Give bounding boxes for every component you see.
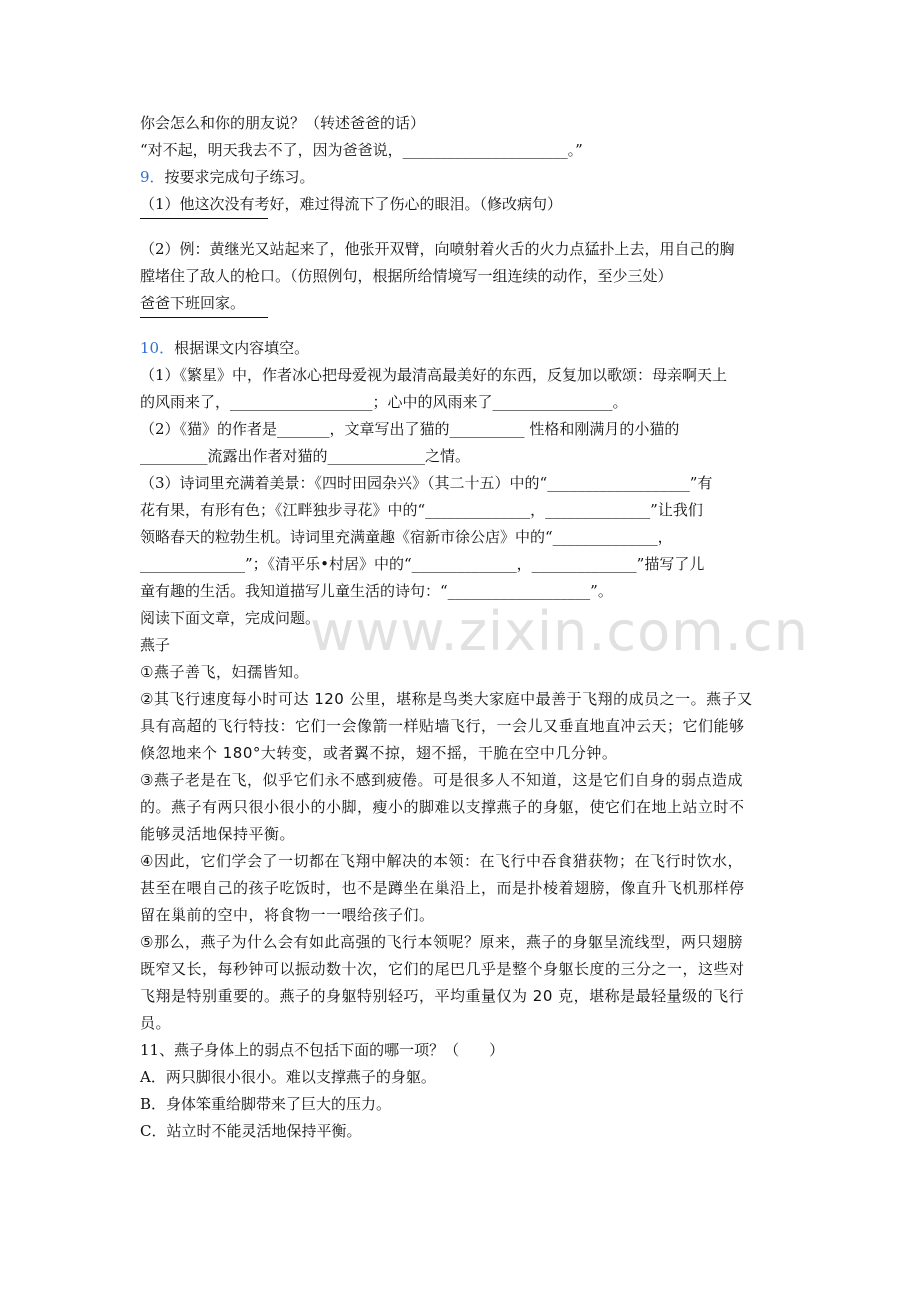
- question-text: 根据课文内容填空。: [174, 339, 310, 357]
- passage-title: 燕子: [140, 636, 171, 654]
- passage-line: 留在巢前的空中，将食物一一喂给孩子们。: [140, 906, 435, 924]
- text-line: 领略春天的粒勃生机。诗词里充满童趣《宿新市徐公店》中的“______________，: [140, 528, 673, 546]
- passage-line: 既窄又长，每秒钟可以振动数十次，它们的尾巴几乎是整个身躯长度的三分之一，这些对: [140, 960, 745, 978]
- document-page: [140, 110, 790, 1145]
- text-line: （3）诗词里充满着美景：《四时田园杂兴》（其二十五）中的“___________________”有: [140, 474, 713, 492]
- question-10-heading: [140, 335, 790, 362]
- passage-line: 倏忽地来个 180°大转变，或者翼不掠，翅不摇，干脆在空中几分钟。: [140, 744, 618, 762]
- passage-line: ③燕子老是在飞，似乎它们永不感到疲倦。可是很多人不知道，这是它们自身的弱点造成: [140, 771, 743, 789]
- text-line: “对不起，明天我去不了，因为爸爸说，______________________。”: [140, 141, 583, 159]
- answer-blank: [140, 317, 790, 335]
- passage-line: ④因此，它们学会了一切都在飞翔中解决的本领：在飞行中吞食猎获物；在飞行时饮水，: [140, 852, 743, 870]
- passage-line: 的。燕子有两只很小很小的小脚，瘦小的脚难以支撑燕子的身躯，使它们在地上站立时不: [140, 798, 745, 816]
- text-line: 膛堵住了敌人的枪口。（仿照例句，根据所给情境写一组连续的动作，至少三处）: [140, 267, 673, 285]
- text-line: ______________”；《清平乐•村居》中的“______________，______________”描写了儿: [140, 555, 705, 573]
- question-number: 10．: [140, 339, 175, 357]
- question-number: 9．: [140, 168, 165, 186]
- question-9-heading: [140, 164, 790, 191]
- text-line: _________流露出作者对猫的_____________之情。: [140, 447, 471, 465]
- question-text: 按要求完成句子练习。: [164, 168, 315, 186]
- passage-line: 具有高超的飞行特技：它们一会像箭一样贴墙飞行，一会儿又垂直地直冲云天；它们能够: [140, 717, 745, 735]
- text-line: （2）《猫》的作者是_______，文章写出了猫的__________ 性格和刚满月的小猫的: [140, 420, 680, 438]
- text-line: （1）《繁星》中，作者冰心把母爱视为最清高最美好的东西，反复加以歌颂：母亲啊天上: [140, 366, 728, 384]
- passage-line: 员。: [140, 1014, 172, 1032]
- answer-blank: [140, 218, 790, 236]
- text-line: 童有趣的生活。我知道描写儿童生活的诗句：“___________________”。: [140, 582, 613, 600]
- passage-line: ①燕子善飞，妇孺皆知。: [140, 663, 309, 681]
- passage-line: 飞翔是特别重要的。燕子的身躯特别轻巧，平均重量仅为 20 克，堪称是最轻量级的飞行: [140, 987, 745, 1005]
- text-line: 花有果，有形有色；《江畔独步寻花》中的“______________，______________”让我们: [140, 501, 703, 519]
- passage-line: 甚至在喂自己的孩子吃饭时，也不是蹲坐在巢沿上，而是扑棱着翅膀，像直升飞机那样停: [140, 879, 745, 897]
- question-11-stem: 11、燕子身体上的弱点不包括下面的哪一项？（ ）: [140, 1041, 505, 1059]
- text-line: （2）例：黄继光又站起来了，他张开双臂，向喷射着火舌的火力点猛扑上去，用自己的胸: [140, 240, 735, 258]
- text-line: 的风雨来了，___________________；心中的风雨来了________________。: [140, 393, 628, 411]
- passage-line: ⑤那么，燕子为什么会有如此高强的飞行本领呢？原来，燕子的身躯呈流线型，两只翅膀: [140, 933, 743, 951]
- text-line: 你会怎么和你的朋友说？（转述爸爸的话）: [140, 114, 426, 132]
- text-line: 爸爸下班回家。: [140, 294, 246, 312]
- watermark: www.zixin.com.cn: [310, 600, 809, 663]
- passage-line: 能够灵活地保持平衡。: [140, 825, 296, 843]
- option-c: C．站立时不能灵活地保持平衡。: [140, 1122, 362, 1140]
- passage-line: ②其飞行速度每小时可达 120 公里，堪称是鸟类大家庭中最善于飞翔的成员之一。燕子又: [140, 690, 753, 708]
- text-line: （1）他这次没有考好，难过得流下了伤心的眼泪。（修改病句）: [140, 195, 563, 213]
- text-line: 阅读下面文章，完成问题。: [140, 609, 321, 627]
- option-b: B．身体笨重给脚带来了巨大的压力。: [140, 1095, 392, 1113]
- option-a: A．两只脚很小很小。难以支撑燕子的身躯。: [140, 1068, 436, 1086]
- passage: [140, 659, 790, 1037]
